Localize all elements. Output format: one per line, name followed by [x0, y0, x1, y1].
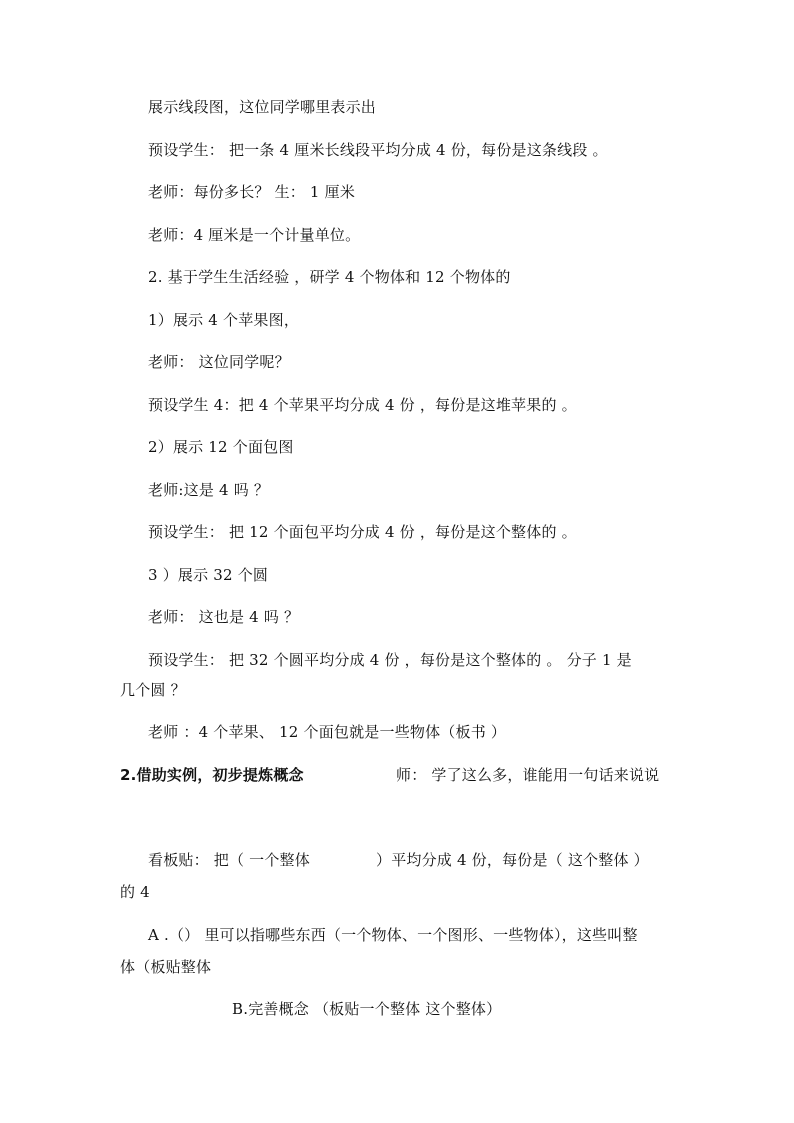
text-line: 老师:这是 4 吗 ？ — [148, 481, 270, 499]
text-line: 预设学生： 把 32 个圆平均分成 4 份 ，每份是这个整体的 。 分子 1 是 — [148, 651, 632, 669]
board-line-2: 的 4 — [120, 883, 150, 901]
text-line: 老师 ：4 个苹果、 12 个面包就是一些物体（板书 ） — [148, 723, 507, 741]
point-a-line-2: 体（板贴整体 — [120, 958, 212, 976]
text-line: 2. 基于学生生活经验 ，研学 4 个物体和 12 个物体的 — [148, 268, 511, 286]
text-line: 老师： 这也是 4 吗 ？ — [148, 608, 300, 626]
text-line: 预设学生： 把一条 4 厘米长线段平均分成 4 份，每份是这条线段 。 — [148, 141, 608, 159]
board-line-a: 看板贴： 把（ 一个整体 — [148, 851, 310, 869]
teacher-prompt: 师： 学了这么多，谁能用一句话来说说 — [396, 766, 660, 784]
text-line: 几个圆 ？ — [120, 681, 186, 699]
text-line: 1）展示 4 个苹果图， — [148, 311, 300, 329]
section-heading: 2.借助实例，初步提炼概念 — [120, 766, 304, 784]
point-a-line-1: A .（） 里可以指哪些东西（一个物体、一个图形、一些物体），这些叫整 — [148, 926, 638, 944]
text-line: 2）展示 12 个面包图 — [148, 438, 294, 456]
board-line-b: ）平均分成 4 份，每份是（ 这个整体 ） — [376, 851, 649, 869]
text-line: 预设学生： 把 12 个面包平均分成 4 份 ，每份是这个整体的 。 — [148, 523, 577, 541]
text-line: 展示线段图，这位同学哪里表示出 — [148, 98, 377, 116]
text-line: 3 ）展示 32 个圆 — [148, 566, 269, 584]
text-line: 老师：每份多长？ 生： 1 厘米 — [148, 183, 356, 201]
text-line: 预设学生 4：把 4 个苹果平均分成 4 份 ，每份是这堆苹果的 。 — [148, 396, 577, 414]
text-line: 老师： 这位同学呢？ — [148, 353, 290, 371]
text-line: 老师：4 厘米是一个计量单位。 — [148, 226, 361, 244]
point-b: B.完善概念 （板贴一个整体 这个整体） — [232, 1000, 502, 1018]
